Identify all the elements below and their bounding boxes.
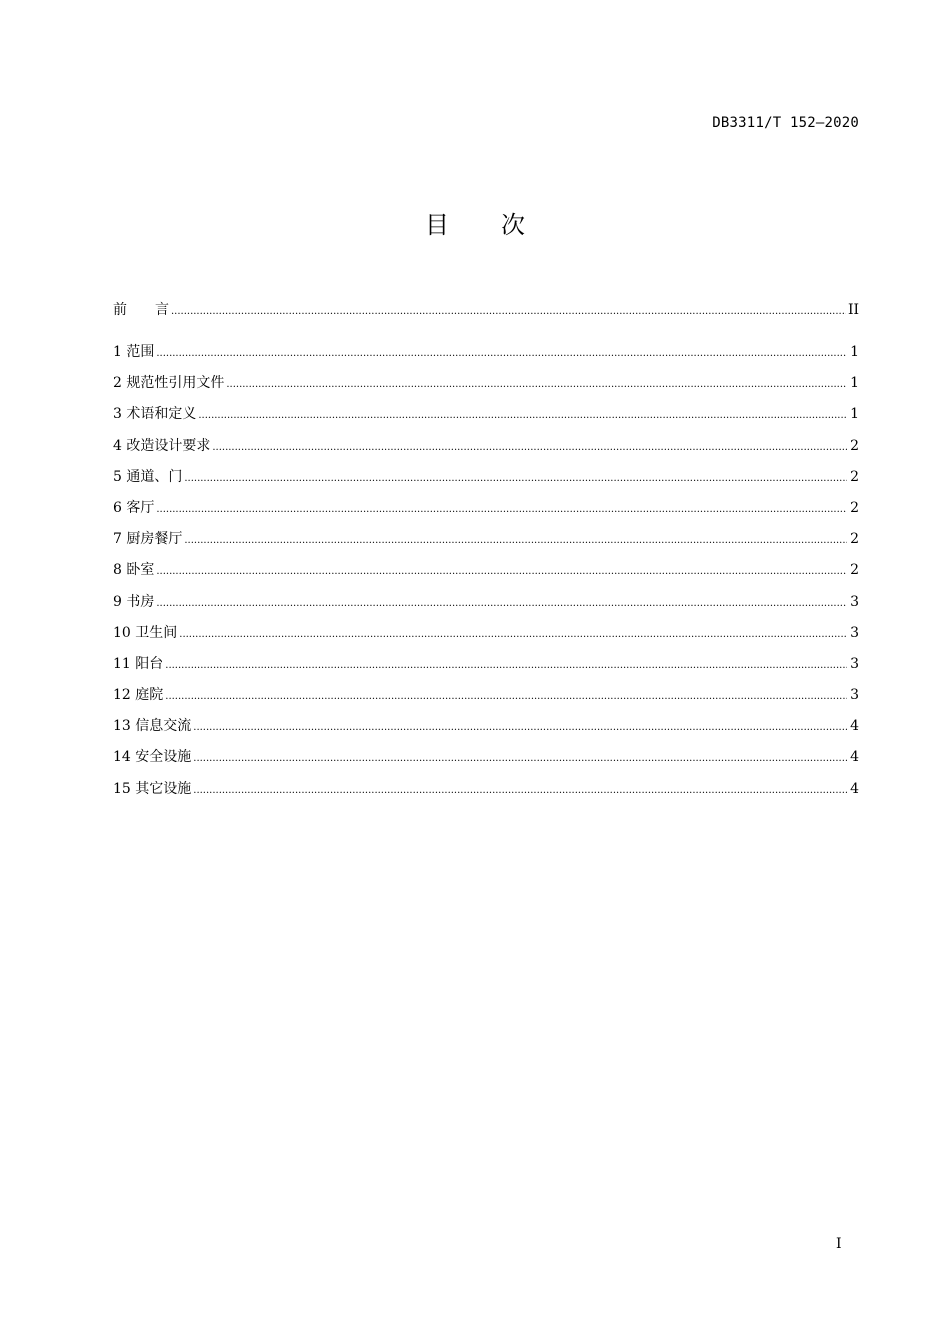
- page-title: 目次: [425, 211, 577, 239]
- page-number: I: [836, 1236, 842, 1252]
- toc-item-page: 3: [850, 593, 859, 610]
- toc-item-page: II: [847, 302, 859, 318]
- toc-item-living-room[interactable]: [113, 498, 859, 529]
- toc-item-label: 13 信息交流: [113, 718, 192, 735]
- toc-leader-dots: [171, 302, 846, 322]
- toc-item-label: 12 庭院: [113, 687, 164, 704]
- toc-item-label: 15 其它设施: [113, 780, 192, 797]
- toc-item-page: 4: [850, 718, 859, 735]
- toc-item-label: 5 通道、门: [113, 468, 183, 485]
- toc-item-terms[interactable]: [113, 404, 859, 435]
- toc-item-label: 8 卧室: [113, 562, 155, 579]
- toc-leader-dots: [184, 531, 847, 551]
- toc-leader-dots: [156, 594, 847, 614]
- toc-item-page: 1: [850, 344, 859, 360]
- toc-item-label: 前 言: [113, 302, 169, 318]
- toc-item-balcony[interactable]: [113, 654, 859, 685]
- toc-leader-dots: [156, 344, 847, 364]
- toc-leader-dots: [184, 469, 847, 489]
- toc-item-page: 2: [850, 499, 859, 516]
- toc-leader-dots: [212, 438, 847, 458]
- toc-item-label: 9 书房: [113, 593, 155, 610]
- toc-leader-dots: [156, 562, 847, 582]
- toc-item-page: 4: [850, 749, 859, 766]
- toc-item-study[interactable]: [113, 592, 859, 623]
- toc-item-label: 7 厨房餐厅: [113, 531, 183, 548]
- toc-item-kitchen-dining[interactable]: [113, 529, 859, 560]
- toc-leader-dots: [179, 625, 847, 645]
- toc-item-passage-door[interactable]: [113, 467, 859, 498]
- toc-item-other-facilities[interactable]: [113, 779, 859, 810]
- toc-leader-dots: [156, 500, 847, 520]
- toc-item-page: 2: [850, 437, 859, 454]
- toc-item-design-requirements[interactable]: [113, 436, 859, 467]
- toc-leader-dots: [193, 749, 847, 769]
- toc-leader-dots: [193, 781, 847, 801]
- toc-item-safety-facilities[interactable]: [113, 747, 859, 778]
- toc-item-label: 3 术语和定义: [113, 406, 197, 423]
- toc-item-bathroom[interactable]: [113, 623, 859, 654]
- toc-item-label: 1 范围: [113, 344, 155, 360]
- toc-item-label: 6 客厅: [113, 499, 155, 516]
- toc-item-label: 4 改造设计要求: [113, 437, 211, 454]
- toc-leader-dots: [226, 375, 847, 395]
- toc-item-foreword[interactable]: [113, 300, 859, 342]
- toc-leader-dots: [165, 687, 847, 707]
- toc-leader-dots: [165, 656, 847, 676]
- toc-item-page: 4: [850, 780, 859, 797]
- toc-item-label: 2 规范性引用文件: [113, 375, 225, 392]
- toc-item-page: 1: [850, 406, 859, 423]
- toc-item-page: 3: [850, 655, 859, 672]
- toc-item-scope[interactable]: [113, 342, 859, 373]
- toc-item-information-exchange[interactable]: [113, 716, 859, 747]
- toc-leader-dots: [193, 718, 847, 738]
- table-of-contents: [113, 300, 859, 810]
- toc-item-label: 10 卫生间: [113, 624, 178, 641]
- toc-item-page: 3: [850, 687, 859, 704]
- toc-item-page: 1: [850, 375, 859, 392]
- toc-item-page: 2: [850, 531, 859, 548]
- toc-item-label: 11 阳台: [113, 655, 164, 672]
- toc-item-page: 3: [850, 624, 859, 641]
- toc-item-page: 2: [850, 468, 859, 485]
- toc-item-normative-references[interactable]: [113, 373, 859, 404]
- toc-leader-dots: [198, 406, 847, 426]
- toc-item-bedroom[interactable]: [113, 560, 859, 591]
- toc-item-courtyard[interactable]: [113, 685, 859, 716]
- toc-item-label: 14 安全设施: [113, 749, 192, 766]
- document-code: DB3311/T 152—2020: [712, 115, 859, 131]
- toc-item-page: 2: [850, 562, 859, 579]
